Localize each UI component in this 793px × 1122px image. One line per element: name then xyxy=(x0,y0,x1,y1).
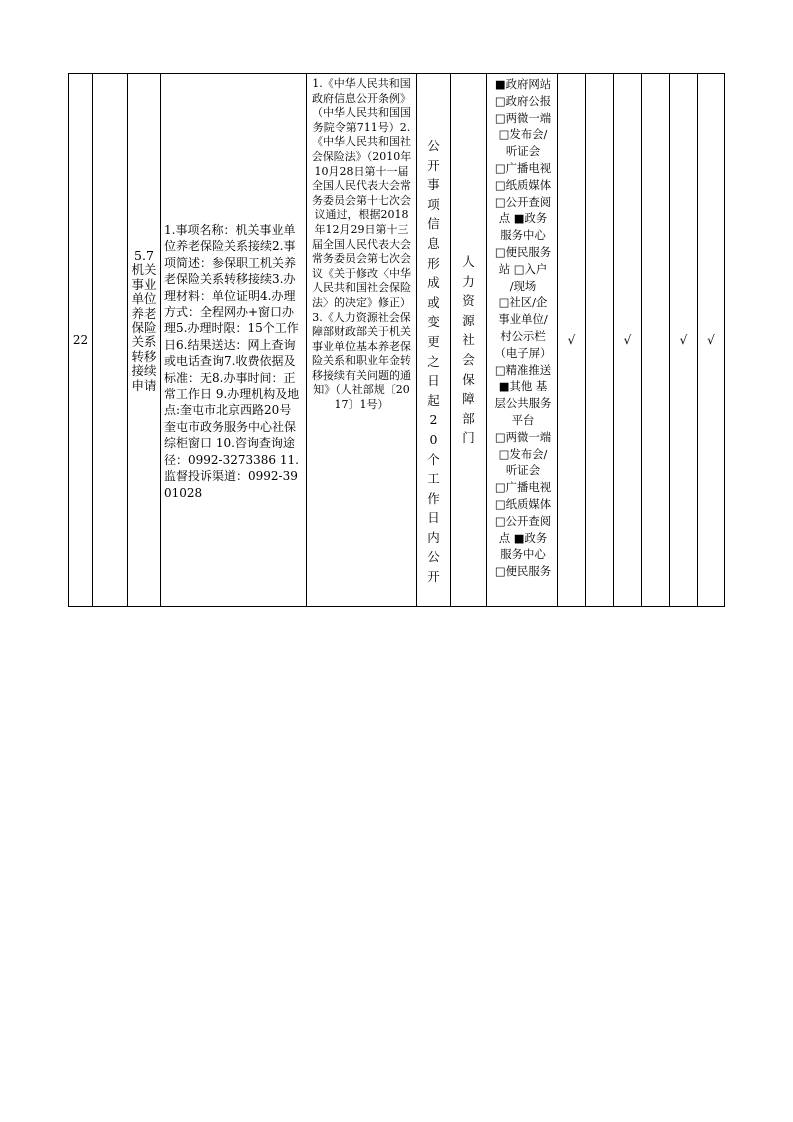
check-cell-5 xyxy=(670,74,698,606)
item-name-cell xyxy=(128,74,161,606)
channel-line: ■其他 基 xyxy=(498,379,548,394)
channel-line: □政府公报 xyxy=(494,93,552,108)
channel-line: □两微一端 xyxy=(494,429,552,444)
channel-line: □发布会/ xyxy=(498,127,548,142)
channel-line: □广播电视 xyxy=(494,480,552,495)
channel-line: 站 □入户 xyxy=(498,261,548,276)
time-limit: 公开事项信息形成或变更之日起20个工作日内公开 xyxy=(427,138,440,585)
channel-line: □两微一端 xyxy=(494,110,552,125)
check-mark: √ xyxy=(679,333,688,347)
channel-line: □广播电视 xyxy=(494,160,552,175)
check-cell-3 xyxy=(614,74,642,606)
channel-line: □纸质媒体 xyxy=(494,496,552,511)
channels-cell xyxy=(487,74,558,606)
check-cell-4 xyxy=(642,74,670,606)
check-cell-6 xyxy=(698,74,724,606)
channel-line: □公开查阅 xyxy=(494,513,552,528)
channel-line: □精准推送 xyxy=(494,362,552,377)
channel-line: （电子屏） xyxy=(494,345,552,360)
channel-list xyxy=(489,76,557,580)
department: 人力资源社会保障部门 xyxy=(462,254,475,446)
check-mark: √ xyxy=(623,333,632,347)
channel-line: 点 ■政务 xyxy=(498,211,548,226)
channel-line: 服务中心 xyxy=(500,228,546,243)
channel-line: 层公共服务 xyxy=(494,396,552,411)
check-cell-2 xyxy=(586,74,614,606)
channel-line: □社区/企 xyxy=(498,295,548,310)
legal-basis: 1.《中华人民共和国政府信息公开条例》（中华人民共和国国务院令第711号）2.《中华人民共和国社会保险法》（2010年10月28日第十一届全国人民代表大会常务委员会第十七次会议通过，根据2018年12月29日第十三届全国人民代表大会常务委员会第七次会议《关于修改〈中华人民共和国社会保险法〉的决定》修正）3.《人力资源社会保障部财政部关于机关事业单位基本养老保险关系和职业年金转移接续有关问题的通知》（人社部规〔2017〕1号） xyxy=(311,77,412,412)
check-mark: √ xyxy=(707,333,715,347)
check-cell-1 xyxy=(558,74,586,606)
time-limit-cell xyxy=(417,74,451,606)
row-number-cell xyxy=(69,74,93,606)
item-description: 1.事项名称：机关事业单位养老保险关系接续2.事项简述：参保职工机关养老保险关系转移接续3.办理材料：单位证明4.办理方式：全程网办+窗口办理5.办理时限：15个工作日6.结果送达：网上查询或电话查询7.收费依据及标准：无8.办事时间：正常工作日 9.办理机构及地点:奎屯市北京西路20号奎屯市政务服务中心社保综柜窗口 10.咨询查询途径：0992-3273386 11.监督投诉渠道：0992-3901028 xyxy=(164,223,300,500)
channel-line: 服务中心 xyxy=(500,547,546,562)
check-mark: √ xyxy=(567,333,576,347)
channel-line: 听证会 xyxy=(505,463,541,478)
channel-line: □便民服务 xyxy=(494,244,552,259)
channel-line: 事业单位/ xyxy=(498,312,548,327)
channel-line: 听证会 xyxy=(505,144,541,159)
channel-line: 点 ■政务 xyxy=(498,530,548,545)
department-cell xyxy=(451,74,487,606)
legal-basis-cell xyxy=(307,74,417,606)
channel-line: □纸质媒体 xyxy=(494,177,552,192)
disclosure-table xyxy=(68,73,725,607)
channel-line: □发布会/ xyxy=(498,446,548,461)
channel-line: 村公示栏 xyxy=(500,328,546,343)
item-name: 5.7机关事业单位养老保险关系转移接续申请 xyxy=(131,248,157,393)
channel-line: 平台 xyxy=(511,412,535,427)
channel-line: □公开查阅 xyxy=(494,194,552,209)
channel-line: /现场 xyxy=(509,278,537,293)
row-number: 22 xyxy=(72,333,89,347)
empty-cell xyxy=(93,74,128,606)
description-cell xyxy=(161,74,307,606)
channel-line: ■政府网站 xyxy=(494,77,552,91)
channel-line: □便民服务 xyxy=(494,564,552,579)
